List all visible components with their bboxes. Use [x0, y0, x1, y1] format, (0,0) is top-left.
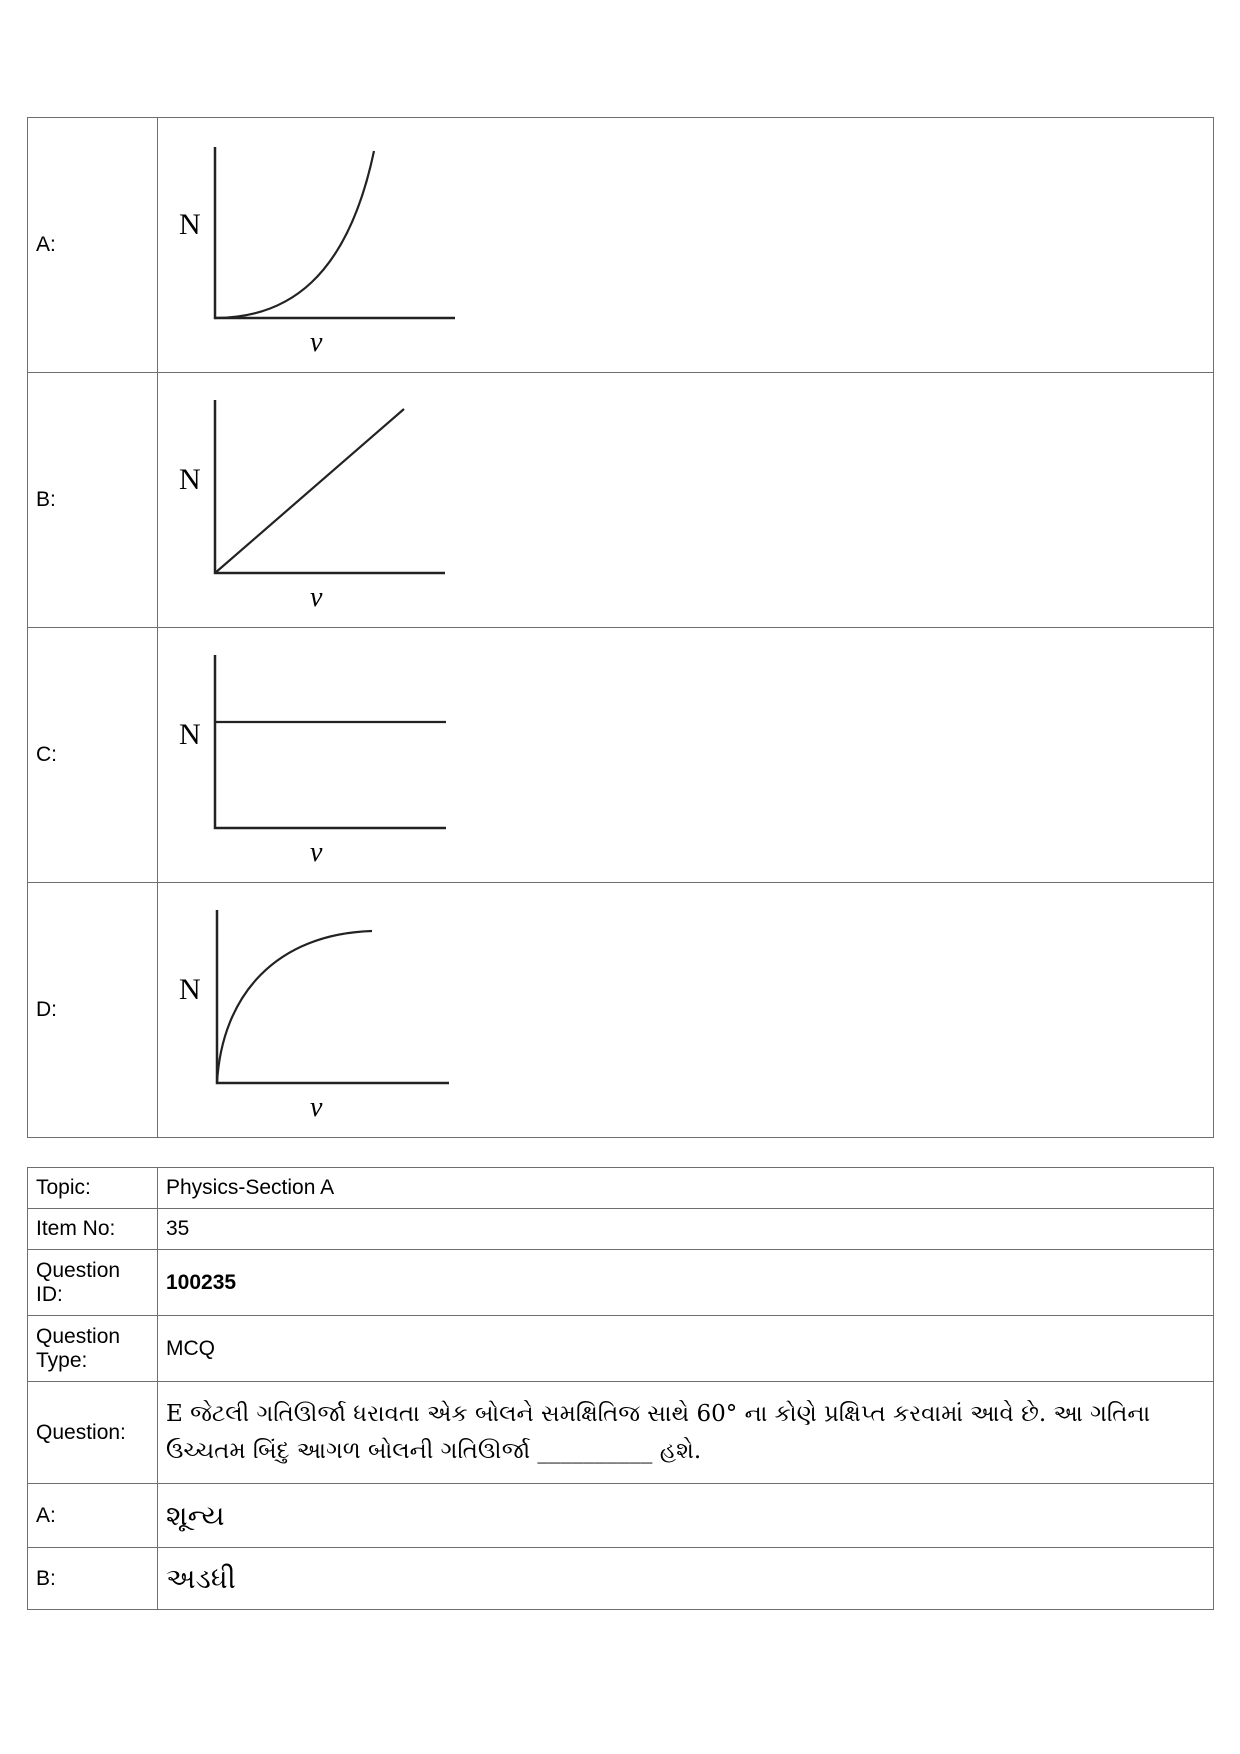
question-type-label: Question Type:: [28, 1316, 158, 1382]
options-table: [27, 117, 1214, 1138]
graph-curve: [215, 409, 404, 573]
option-figure: [158, 628, 1214, 883]
option-label: D:: [28, 883, 158, 1138]
answer-b-text: અડધી: [158, 1548, 1214, 1610]
question-label: Question:: [28, 1382, 158, 1484]
option-row-a: [28, 118, 1214, 373]
graph-linear-rise: [167, 384, 467, 614]
graph-curve: [217, 931, 372, 1083]
graph-axes: [215, 147, 455, 318]
option-row-d: [28, 883, 1214, 1138]
x-axis-label: ν: [310, 327, 323, 358]
question-meta-table: [27, 1167, 1214, 1610]
question-text: E જેટલી ગતિઊર્જા ધરાવતા એક બોલને સમક્ષિતિજ સાથે 60° ના કોણે પ્રક્ષિપ્ત કરવામાં આવે છે. આ ગતિના ઉચ્ચતમ બિંદુ આગળ બોલની ગતિઊર્જા __________ હશે.: [158, 1382, 1214, 1484]
option-figure: [158, 883, 1214, 1138]
y-axis-label: N: [179, 973, 201, 1006]
graph-saturating-rise: [167, 894, 467, 1124]
topic-row: [28, 1168, 1214, 1209]
topic-label: Topic:: [28, 1168, 158, 1209]
topic-value: Physics-Section A: [158, 1168, 1214, 1209]
answer-a-label: A:: [28, 1484, 158, 1548]
question-type-value: MCQ: [158, 1316, 1214, 1382]
answer-a-row: [28, 1484, 1214, 1548]
x-axis-label: ν: [310, 582, 323, 613]
answer-b-label: B:: [28, 1548, 158, 1610]
question-id-label: Question ID:: [28, 1250, 158, 1316]
x-axis-label: ν: [310, 837, 323, 868]
question-row: [28, 1382, 1214, 1484]
question-type-row: [28, 1316, 1214, 1382]
option-label: B:: [28, 373, 158, 628]
x-axis-label: ν: [310, 1092, 323, 1123]
option-figure: [158, 373, 1214, 628]
y-axis-label: N: [179, 718, 201, 751]
y-axis-label: N: [179, 208, 201, 241]
graph-curve: [215, 151, 374, 318]
graph-axes: [215, 400, 445, 573]
item-row: [28, 1209, 1214, 1250]
option-figure: [158, 118, 1214, 373]
option-row-b: [28, 373, 1214, 628]
answer-b-row: [28, 1548, 1214, 1610]
option-label: A:: [28, 118, 158, 373]
graph-axes: [215, 655, 446, 828]
graph-quadratic-rise: [167, 129, 467, 359]
item-value: 35: [158, 1209, 1214, 1250]
question-id-row: [28, 1250, 1214, 1316]
option-row-c: [28, 628, 1214, 883]
option-label: C:: [28, 628, 158, 883]
question-id-value: 100235: [158, 1250, 1214, 1316]
item-label: Item No:: [28, 1209, 158, 1250]
answer-a-text: શૂન્ય: [158, 1484, 1214, 1548]
y-axis-label: N: [179, 463, 201, 496]
graph-constant: [167, 639, 467, 869]
